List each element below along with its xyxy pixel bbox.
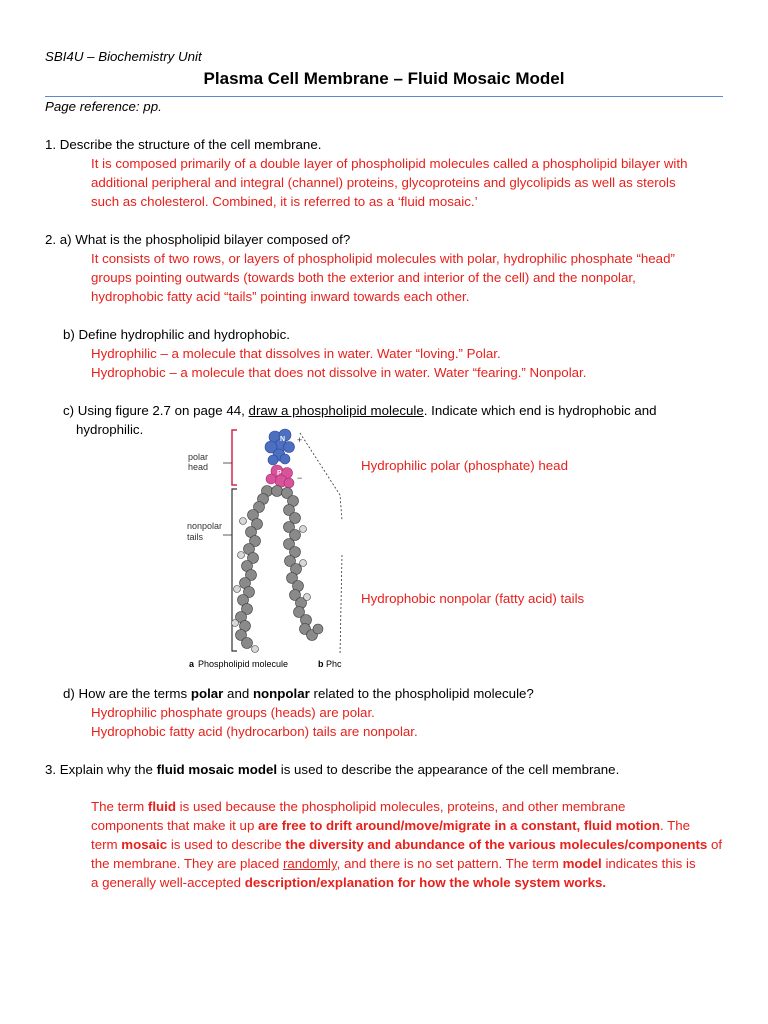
head-answer: Hydrophilic polar (phosphate) head <box>361 458 568 473</box>
answer-2d-line: Hydrophilic phosphate groups (heads) are polar. <box>91 705 375 720</box>
answer-1-line: It is composed primarily of a double layer of phospholipid molecules called a phospholipid bilayer with <box>91 156 688 171</box>
question-2a: 2. a) What is the phospholipid bilayer composed of? <box>45 232 351 247</box>
answer-2d-line: Hydrophobic fatty acid (hydrocarbon) tails are nonpolar. <box>91 724 418 739</box>
answer-3-line: the membrane. They are placed randomly, and there is no set pattern. The term model indicates this is <box>91 856 696 871</box>
answer-2b-line: Hydrophilic – a molecule that dissolves in water. Water “loving.” Polar. <box>91 346 501 361</box>
answer-2a-line: It consists of two rows, or layers of phospholipid molecules with polar, hydrophilic phosphate “head” <box>91 251 675 266</box>
answer-3-line: term mosaic is used to describe the diversity and abundance of the various molecules/components of <box>91 837 723 852</box>
tails-label: tails <box>187 532 204 542</box>
answer-3-line: a generally well-accepted description/explanation for how the whole system works. <box>91 875 607 890</box>
answer-2a-line: groups pointing outwards (towards both the exterior and interior of the cell) and the nonpolar, <box>91 270 636 285</box>
nitrogen-label: N <box>280 436 286 443</box>
page-title: Plasma Cell Membrane – Fluid Mosaic Model <box>203 69 565 88</box>
page-reference: Page reference: pp. <box>45 99 162 114</box>
question-1: 1. Describe the structure of the cell membrane. <box>45 137 322 152</box>
polar-label: polar <box>188 452 209 462</box>
phosphorus-label: P <box>277 470 282 477</box>
answer-3-line: The term fluid is used because the phospholipid molecules, proteins, and other membrane <box>91 799 626 814</box>
question-2d: d) How are the terms polar and nonpolar related to the phospholipid molecule? <box>63 686 534 701</box>
answer-2b-line: Hydrophobic – a molecule that does not dissolve in water. Water “fearing.” Nonpolar. <box>91 365 587 380</box>
nonpolar-label: nonpolar <box>187 521 223 531</box>
question-2c: c) Using figure 2.7 on page 44, draw a phospholipid molecule. Indicate which end is hydrophobic and <box>63 403 657 418</box>
question-2b: b) Define hydrophilic and hydrophobic. <box>63 327 290 342</box>
answer-2a-line: hydrophobic fatty acid “tails” pointing inward towards each other. <box>91 289 470 304</box>
answer-1-line: additional peripheral and integral (channel) proteins, glycoproteins and glycolipids as well as sterols <box>91 175 676 190</box>
caption-b-letter: b <box>318 659 324 669</box>
phospholipid-figure <box>185 425 345 675</box>
question-3: 3. Explain why the fluid mosaic model is used to describe the appearance of the cell membrane. <box>45 762 620 777</box>
caption-b-text: Phc <box>326 659 342 669</box>
answer-3-line: components that make it up are free to drift around/move/migrate in a constant, fluid motion. The <box>91 818 691 833</box>
answer-1-line: such as cholesterol. Combined, it is referred to as a ‘fluid mosaic.’ <box>91 194 478 209</box>
head-label: head <box>188 462 209 472</box>
tail-answer: Hydrophobic nonpolar (fatty acid) tails <box>361 591 585 606</box>
caption-a-text: Phospholipid molecule <box>198 659 289 669</box>
plus-label: + <box>297 435 303 445</box>
question-2c-continued: hydrophilic. <box>76 422 144 437</box>
minus-label: − <box>297 473 303 483</box>
course-label: SBI4U – Biochemistry Unit <box>45 49 202 64</box>
caption-a-letter: a <box>189 659 195 669</box>
